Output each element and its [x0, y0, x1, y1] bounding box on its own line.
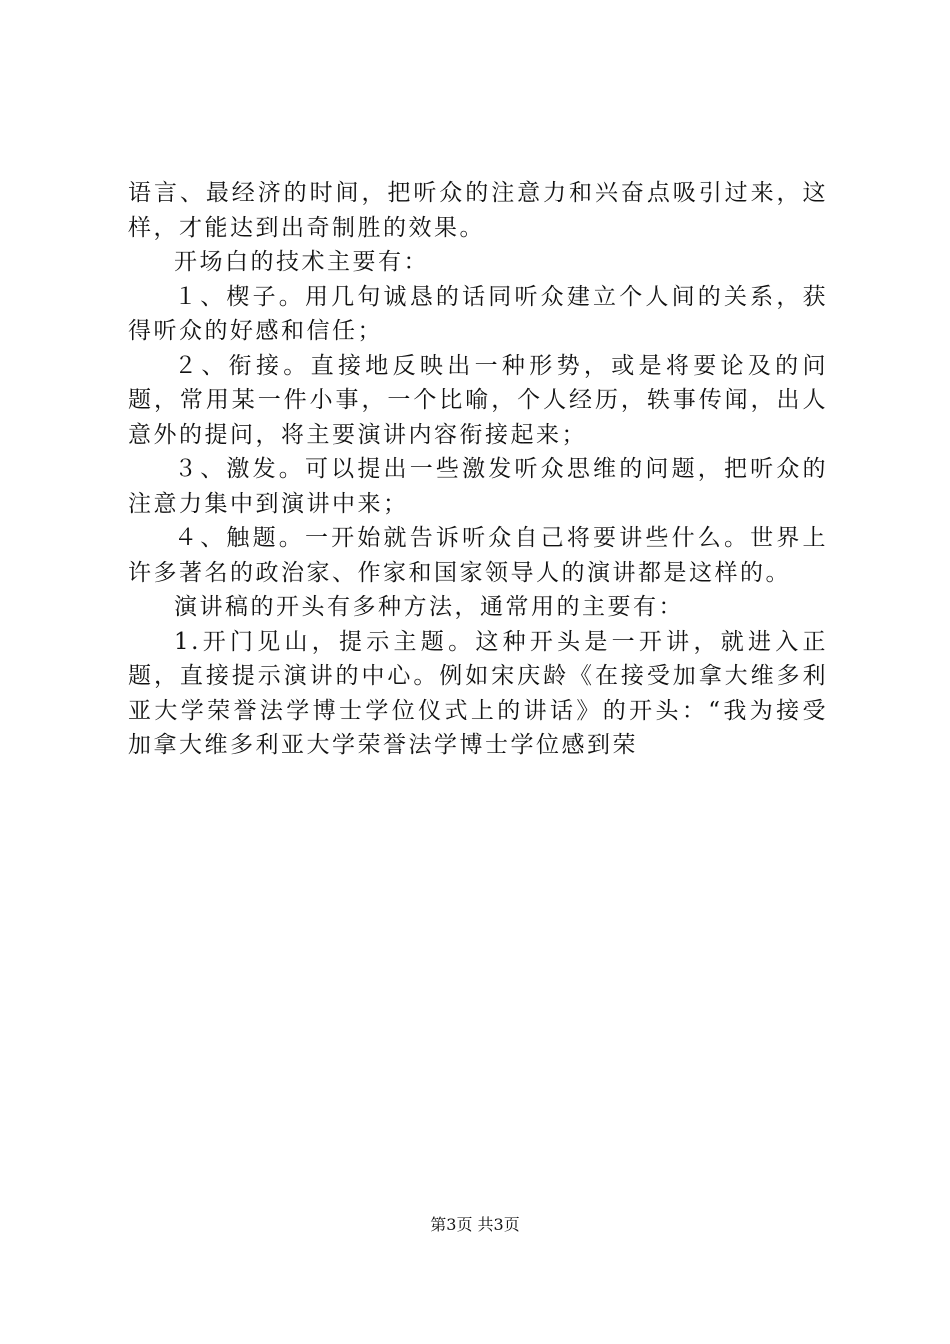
page-footer: 第3页 共3页 — [430, 1215, 520, 1234]
paragraph-8: 1.开门见山，提示主题。这种开头是一开讲，就进入正题，直接提示演讲的中心。例如宋庆龄《在接受加拿大维多利亚大学荣誉法学博士学位仪式上的讲话》的开头：“我为接受加拿大维多利亚大学荣誉法学博士学位感到荣 — [128, 628, 828, 758]
paragraph-5: ３、激发。可以提出一些激发听众思维的问题，把听众的注意力集中到演讲中来； — [128, 456, 828, 517]
paragraph-6: ４、触题。一开始就告诉听众自己将要讲些什么。世界上许多著名的政治家、作家和国家领导人的演讲都是这样的。 — [128, 525, 828, 586]
paragraph-4: ２、衔接。直接地反映出一种形势，或是将要论及的问题，常用某一件小事，一个比喻，个人经历，轶事传闻，出人意外的提问，将主要演讲内容衔接起来； — [128, 352, 828, 448]
paragraph-7: 演讲稿的开头有多种方法，通常用的主要有： — [174, 594, 684, 620]
paragraph-1: 语言、最经济的时间，把听众的注意力和兴奋点吸引过来，这样，才能达到出奇制胜的效果。 — [128, 180, 828, 241]
document-body — [128, 176, 828, 763]
paragraph-3: １、楔子。用几句诚恳的话同听众建立个人间的关系，获得听众的好感和信任； — [128, 283, 828, 344]
paragraph-2: 开场白的技术主要有： — [174, 249, 429, 275]
